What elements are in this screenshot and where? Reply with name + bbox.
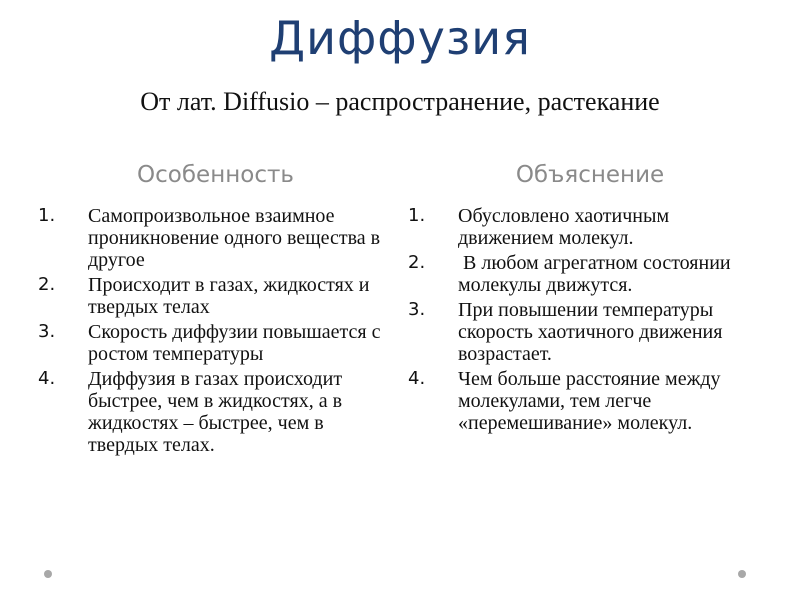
list-item [408, 299, 733, 365]
item-number: 2. [38, 274, 56, 295]
list-item [408, 368, 733, 434]
item-number: 4. [38, 368, 56, 389]
item-number: 2. [408, 252, 426, 273]
item-number: 1. [408, 205, 426, 226]
list-item [408, 205, 733, 249]
list-item [38, 321, 383, 365]
item-text: Происходит в газах, жидкостях и твердых телах [88, 274, 370, 318]
item-text: Скорость диффузии повышается с ростом температуры [88, 321, 381, 365]
item-text: При повышении температуры скорость хаотичного движения возрастает. [458, 299, 723, 365]
item-text: Обусловлено хаотичным движением молекул. [458, 205, 670, 249]
item-text: Чем больше расстояние между молекулами, тем легче «перемешивание» молекул. [458, 368, 721, 434]
left-column-header: Особенность [137, 162, 294, 188]
item-text: В любом агрегатном состоянии молекулы движутся. [458, 252, 736, 296]
list-item [408, 252, 736, 296]
explanations-list [408, 205, 736, 437]
list-item [38, 205, 383, 271]
item-number: 3. [38, 321, 56, 342]
item-number: 3. [408, 299, 426, 320]
item-number: 1. [38, 205, 56, 226]
features-list [38, 205, 383, 459]
decorative-dot-right [738, 570, 746, 578]
list-item [38, 368, 383, 456]
right-column-header: Объяснение [515, 162, 665, 188]
item-text: Самопроизвольное взаимное проникновение одного вещества в другое [88, 205, 381, 271]
decorative-dot-left [44, 570, 52, 578]
item-number: 4. [408, 368, 426, 389]
list-item [38, 274, 383, 318]
slide-subtitle: От лат. Diffusio – распространение, растекание [140, 87, 660, 116]
item-text: Диффузия в газах происходит быстрее, чем в жидкостях, а в жидкостях – быстрее, чем в твердых телах. [88, 368, 343, 456]
slide-title: Диффузия [269, 11, 531, 65]
